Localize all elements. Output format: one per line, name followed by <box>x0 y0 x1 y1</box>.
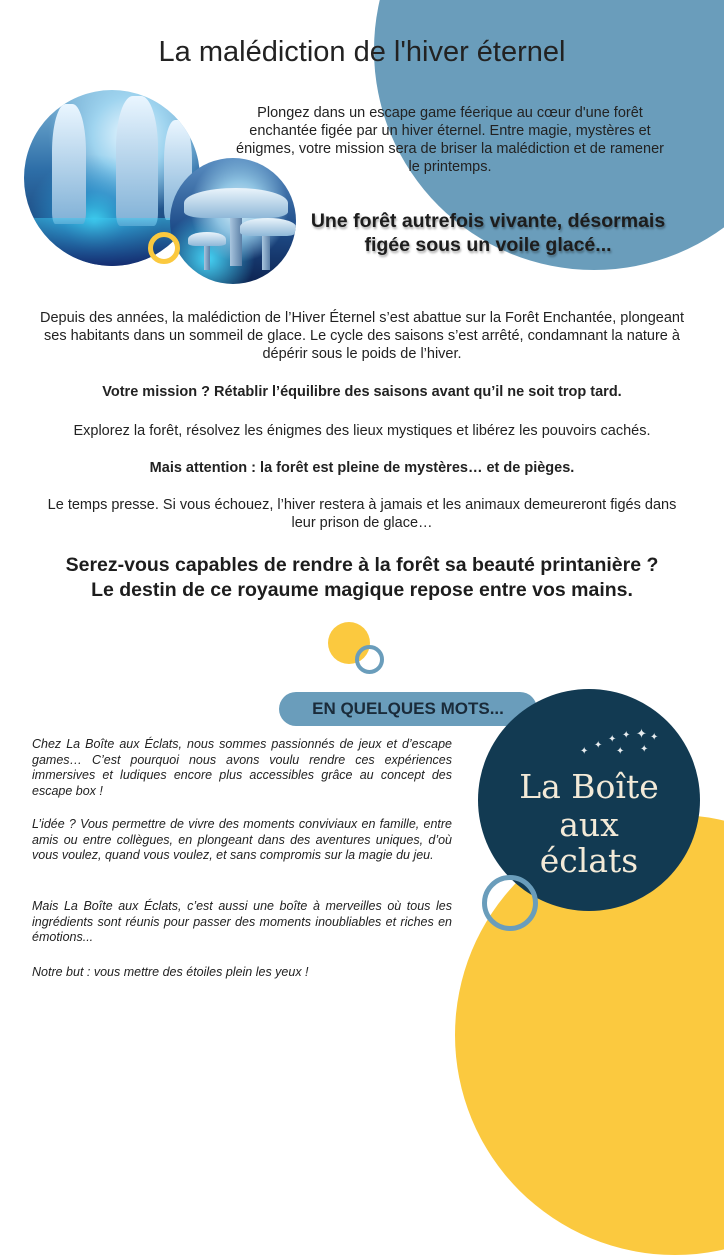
about-paragraph-1: Chez La Boîte aux Éclats, nous sommes passionnés de jeux et d’escape games… C’est pourquoi nous avons voulu rendre ces expériences immersives et ludiques encore plus accessibles grâce au concept des escape box ! <box>32 737 452 798</box>
decorative-yellow-ring <box>148 232 180 264</box>
closing-line-2: Le destin de ce royaume magique repose entre vos mains. <box>91 579 633 601</box>
mushroom-photo-small <box>170 158 296 284</box>
story-mission: Votre mission ? Rétablir l’équilibre des saisons avant qu’il ne soit trop tard. <box>102 384 622 400</box>
logo-line-2: aux <box>559 805 619 844</box>
story-paragraph-1: Depuis des années, la malédiction de l’Hiver Éternel s’est abattue sur la Forêt Enchantée, plongeant ses habitants dans un sommeil de glace. Le cycle des saisons s’est arrêté, condamnant la nature à dépérir sous le poids de l’hiver. <box>39 310 685 362</box>
section-heading-badge: EN QUELQUES MOTS... <box>279 692 537 726</box>
about-paragraph-3: Mais La Boîte aux Éclats, c’est aussi une boîte à merveilles où tous les ingrédients sont réunis pour passer des moments inoubliables et riches en émotions... <box>32 899 452 944</box>
closing-question <box>36 553 688 603</box>
story-paragraph-3: Explorez la forêt, résolvez les énigmes des lieux mystiques et libérez les pouvoirs cachés. <box>73 423 651 439</box>
logo-line-3: éclats <box>539 841 639 880</box>
logo-line-1: La Boîte <box>519 767 659 806</box>
about-paragraph-4: Notre but : vous mettre des étoiles plein les yeux ! <box>32 965 309 979</box>
subtitle: Une forêt autrefois vivante, désormais figée sous un voile glacé... <box>310 210 666 256</box>
page-title: La malédiction de l'hiver éternel <box>158 36 566 68</box>
story-warning: Mais attention : la forêt est pleine de mystères… et de pièges. <box>149 460 575 476</box>
intro-paragraph: Plongez dans un escape game féerique au cœur d'une forêt enchantée figée par un hiver éternel. Entre magie, mystères et énigmes, votre mission sera de briser la malédiction et de ramener le printemps. <box>236 105 664 175</box>
decorative-blue-ring-large <box>482 875 538 931</box>
story-paragraph-5: Le temps presse. Si vous échouez, l’hiver restera à jamais et les animaux demeureront figés dans leur prison de glace… <box>47 497 677 531</box>
sparkles-icon: ✦ ✦ ✦ ✦ ✦ ✦ ✦ ✦ <box>580 726 659 757</box>
decorative-blue-ring <box>355 645 384 674</box>
closing-line-1: Serez-vous capables de rendre à la forêt sa beauté printanière ? <box>65 554 659 576</box>
about-paragraph-2: L’idée ? Vous permettre de vivre des moments conviviaux en famille, entre amis ou entre collègues, en plongeant dans des aventures uniques, d’où vous voulez, quand vous voulez, et sans compromis sur la magie du jeu. <box>32 817 452 862</box>
